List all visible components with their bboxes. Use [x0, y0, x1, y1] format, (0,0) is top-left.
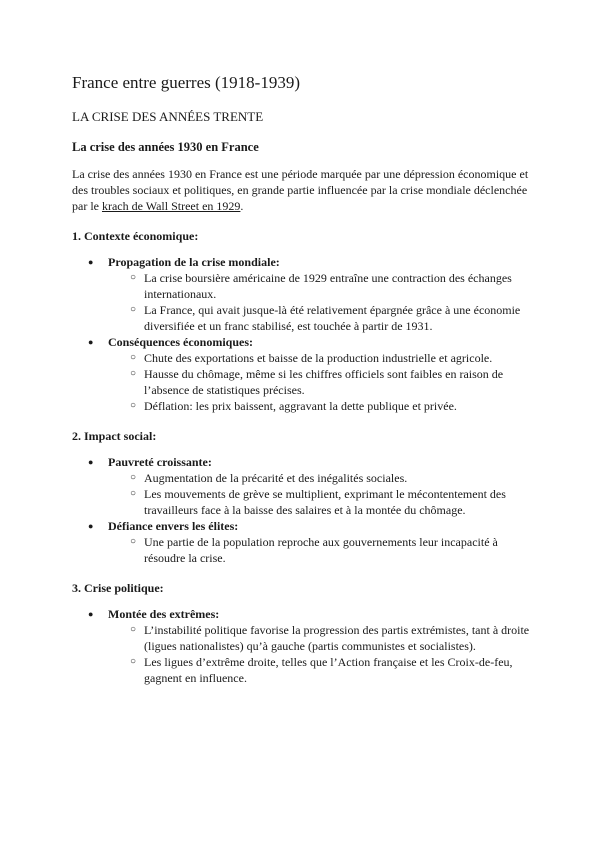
sub-bullet-list: [108, 534, 532, 566]
sub-bullet-list: [108, 350, 532, 414]
intro-text-end: .: [240, 199, 244, 213]
circle-bullet-icon: ○: [130, 352, 137, 363]
sub-list-item: [108, 366, 532, 398]
list-item: [72, 606, 532, 686]
section-heading-political: 3. Crise politique:: [72, 581, 164, 595]
sub-list-item: [108, 470, 532, 486]
list-item-label: Propagation de la crise mondiale:: [108, 255, 280, 269]
circle-bullet-icon: ○: [130, 472, 137, 483]
sub-bullet-list: [108, 470, 532, 518]
sub-list-item: [108, 270, 532, 302]
bullet-icon: ●: [88, 521, 94, 531]
circle-bullet-icon: ○: [130, 272, 137, 283]
bullet-icon: ●: [88, 337, 94, 347]
sub-list-item: [108, 534, 532, 566]
sub-list-item-text: Augmentation de la précarité et des inégalités sociales.: [144, 471, 408, 485]
document-subtitle: LA CRISE DES ANNÉES TRENTE: [72, 109, 264, 124]
sub-list-item-text: L’instabilité politique favorise la progression des partis extrémistes, tant à droite (ligues nationalistes) qu’à gauche (partis communistes et socialistes).: [144, 623, 530, 653]
wall-street-link[interactable]: krach de Wall Street en 1929: [101, 199, 241, 213]
sub-list-item-text: Les mouvements de grève se multiplient, exprimant le mécontentement des travailleurs face à la baisse des salaires et à la montée du chômage.: [144, 487, 506, 517]
list-item-label: Montée des extrêmes:: [108, 607, 220, 621]
sub-list-item: [108, 302, 532, 334]
sub-list-item: [108, 350, 532, 366]
circle-bullet-icon: ○: [130, 624, 137, 635]
circle-bullet-icon: ○: [130, 368, 137, 379]
bullet-icon: ●: [88, 257, 94, 267]
sub-list-item-text: Chute des exportations et baisse de la production industrielle et agricole.: [144, 351, 493, 365]
intro-text: La crise des années 1930 en France est une période marquée par une dépression économique et des troubles sociaux et politiques, en grande partie influencée par la crise mondiale déclenchée par le: [72, 167, 529, 213]
bullet-list: [72, 454, 532, 566]
circle-bullet-icon: ○: [130, 400, 137, 411]
circle-bullet-icon: ○: [130, 656, 137, 667]
sub-list-item-text: Déflation: les prix baissent, aggravant la dette publique et privée.: [144, 399, 457, 413]
sub-list-item-text: La crise boursière américaine de 1929 entraîne une contraction des échanges internationaux.: [144, 271, 512, 301]
sub-list-item: [108, 486, 532, 518]
bullet-list: [72, 606, 532, 686]
sub-list-item-text: Les ligues d’extrême droite, telles que l’Action française et les Croix-de-feu, gagnent en influence.: [144, 655, 513, 685]
list-item-label: Conséquences économiques:: [108, 335, 254, 349]
section-heading-main: La crise des années 1930 en France: [72, 140, 259, 154]
sub-list-item: [108, 654, 532, 686]
list-item: [72, 518, 532, 566]
bullet-icon: ●: [88, 609, 94, 619]
circle-bullet-icon: ○: [130, 536, 137, 547]
list-item: [72, 254, 532, 334]
section-heading-social: 2. Impact social:: [72, 429, 157, 443]
sub-list-item-text: La France, qui avait jusque-là été relativement épargnée grâce à une économie diversifiée et un franc stabilisé, est touchée à partir de 1931.: [144, 303, 521, 333]
document-page: [72, 72, 532, 686]
circle-bullet-icon: ○: [130, 488, 137, 499]
sub-list-item-text: Hausse du chômage, même si les chiffres officiels sont faibles en raison de l’absence de statistiques précises.: [144, 367, 504, 397]
sub-bullet-list: [108, 622, 532, 686]
bullet-icon: ●: [88, 457, 94, 467]
document-title: France entre guerres (1918-1939): [72, 73, 300, 92]
bullet-list: [72, 254, 532, 414]
list-item-label: Pauvreté croissante:: [108, 455, 212, 469]
list-item: [72, 334, 532, 414]
sub-list-item: [108, 622, 532, 654]
sub-list-item-text: Une partie de la population reproche aux gouvernements leur incapacité à résoudre la crise.: [144, 535, 498, 565]
sub-list-item: [108, 398, 532, 414]
intro-paragraph: [72, 166, 532, 214]
circle-bullet-icon: ○: [130, 304, 137, 315]
section-heading-economic: 1. Contexte économique:: [72, 229, 199, 243]
list-item-label: Défiance envers les élites:: [108, 519, 239, 533]
sub-bullet-list: [108, 270, 532, 334]
list-item: [72, 454, 532, 518]
